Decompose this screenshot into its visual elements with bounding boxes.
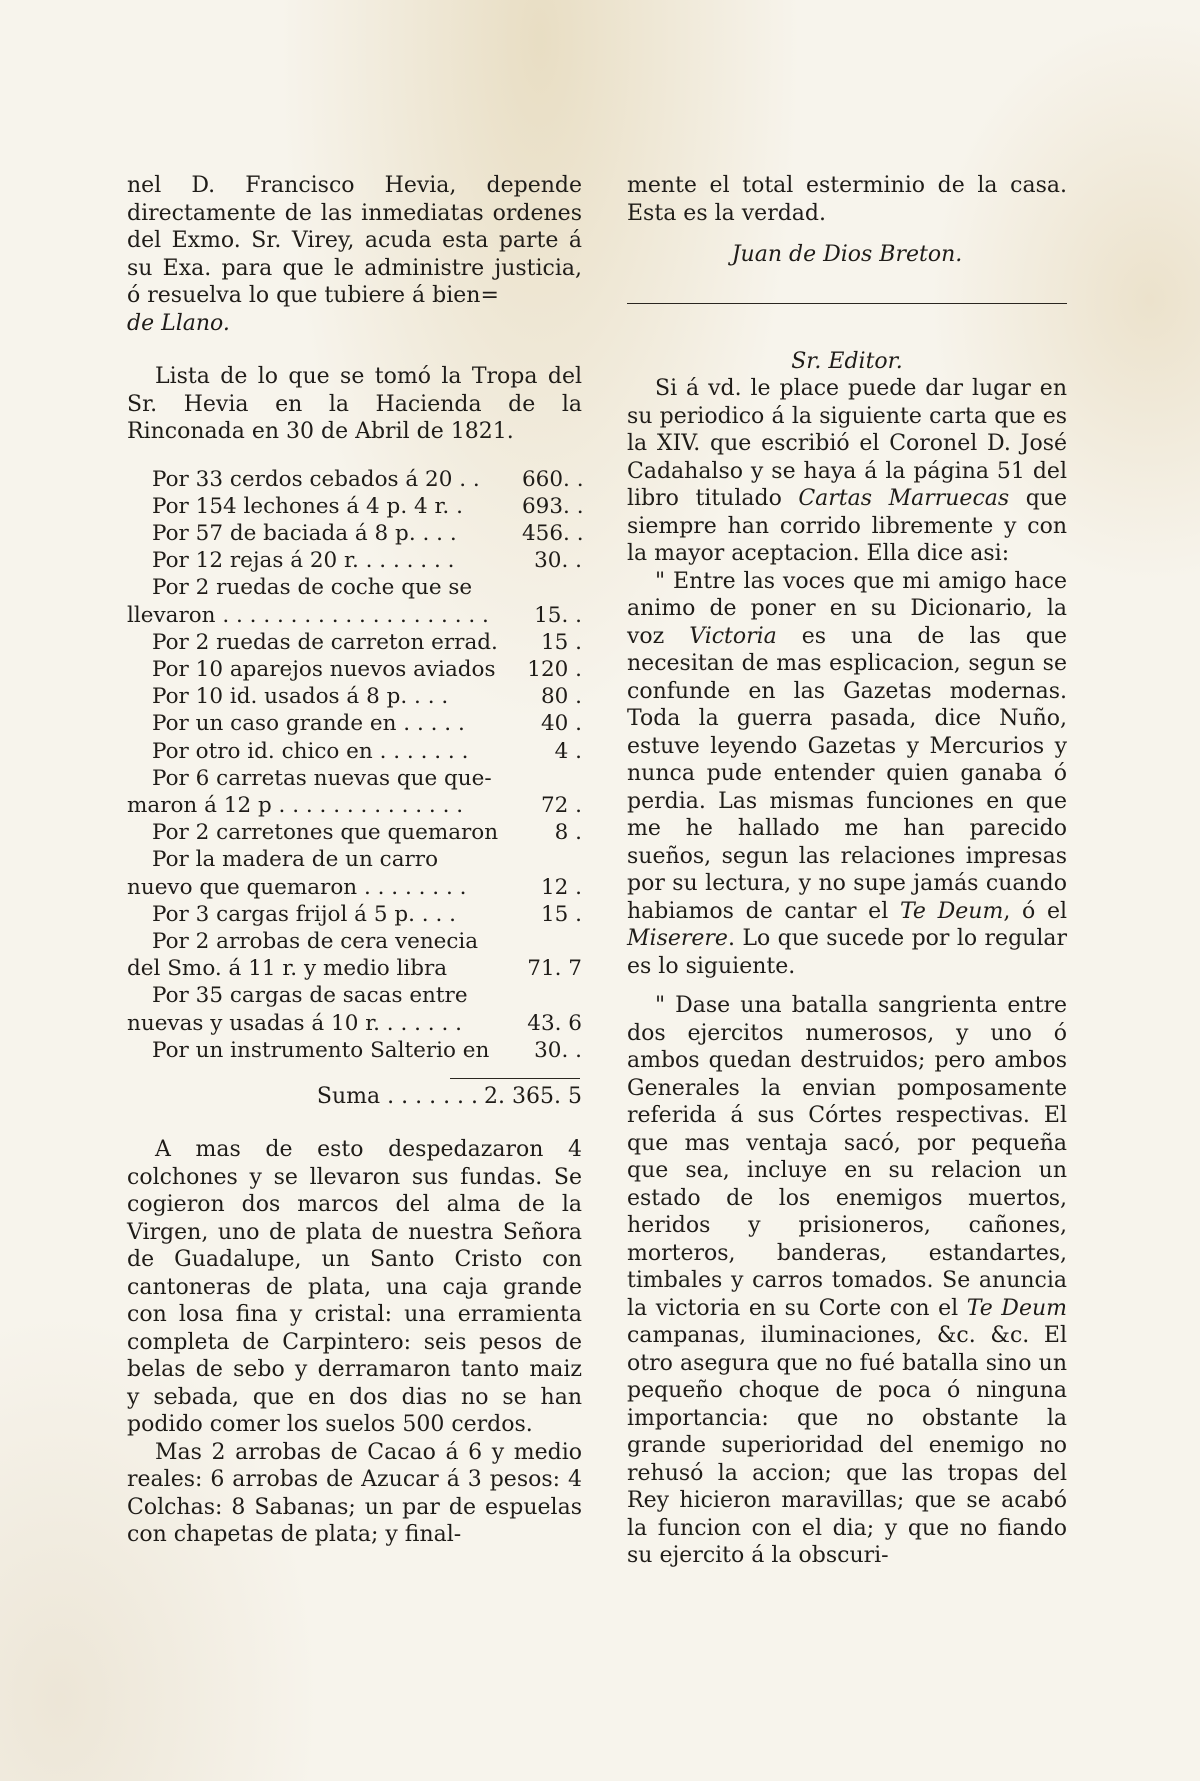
- victoria-word: Victoria: [689, 623, 777, 649]
- p2-text-a: Si á vd. le place puede dar lugar en su periodico á la siguiente carta que es la XIV. que escribió el Coronel D. José Cadahalso y se haya á la página 51 del libro titulado: [627, 376, 1067, 511]
- item-description: Por 12 rejas á 20 r. . . . . . . .: [152, 548, 455, 574]
- item-value: 4 .: [554, 738, 582, 764]
- p4-text-a: " Dase una batalla sangrienta entre dos ejercitos numerosos, y uno ó ambos quedan destruidos; pero ambos Generales la envian pomposamente referida á sus Córtes respectivas. El que mas ventaja sacó, por pequeña que sea, incluye en su relacion un estado de los enemigos muertos, heridos y prisioneros, cañones, morteros, banderas, estandartes, timbales y carros tomados. Se anuncia la victoria en su Corte con el: [627, 993, 1067, 1321]
- te-deum-word: Te Deum: [899, 898, 1004, 924]
- table-row: [127, 656, 582, 683]
- item-description: Por 2 carretones que quemaron: [152, 820, 499, 846]
- p2-text-b: que siempre han corrido libremente y con la mayor aceptacion. Ella dice asi:: [627, 486, 1067, 566]
- item-value: 456. .: [522, 520, 584, 546]
- table-row: [127, 493, 582, 520]
- items-table: [127, 466, 582, 1064]
- item-value: 30. .: [534, 1037, 582, 1063]
- item-description: Por 2 ruedas de carreton errad.: [152, 629, 498, 655]
- item-description: Por un instrumento Salterio en: [152, 1037, 490, 1063]
- item-value: 693. .: [522, 493, 584, 519]
- right-paragraph-4: [627, 992, 1067, 1570]
- item-value: 43. 6: [527, 1010, 582, 1036]
- item-description: Por 10 aparejos nuevos aviados: [152, 656, 496, 682]
- item-value: 15 .: [540, 629, 582, 655]
- te-deum-word-2: Te Deum: [966, 1295, 1067, 1321]
- p3-text-d: . Lo que sucede por lo regular es lo siguiente.: [627, 926, 1067, 979]
- item-value: [522, 574, 582, 601]
- right-paragraph-3: [627, 568, 1067, 981]
- item-value: [522, 846, 582, 873]
- item-description: Por un caso grande en . . . . .: [152, 711, 465, 737]
- section-rule: [627, 303, 1067, 304]
- table-row: [127, 955, 582, 982]
- item-value: 15. .: [534, 602, 582, 628]
- llano-signature: de Llano.: [127, 310, 230, 336]
- suma-rule: [450, 1078, 580, 1079]
- right-paragraph-2: [627, 375, 1067, 568]
- item-value: [522, 982, 582, 1009]
- item-description: Por 33 cerdos cebados á 20 . .: [152, 466, 480, 492]
- table-row: [127, 547, 582, 574]
- left-column: [127, 172, 582, 1549]
- p3-text-a: " Entre las voces que mi amigo hace animo de poner en su Dicionario, la voz: [627, 568, 1067, 649]
- table-row: [127, 819, 582, 846]
- item-value: 15 .: [540, 901, 582, 927]
- item-value: 71. 7: [527, 956, 582, 982]
- p3-text-b: es una de las que necesitan de mas esplicacion, segun se confunde en las Gazetas modernas. Toda la guerra pasada, dice Nuño, estuve leyendo Gazetas y Mercurios y nunca pude entender quien ganaba ó perdia. Las mismas funciones en que me he hallado me han parecido sueños, segun las relaciones impresas por su lectura, y no supe jamás cuando habiamos de cantar el: [627, 623, 1067, 924]
- p3-text-c: , ó el: [1003, 898, 1067, 924]
- item-description: Por 10 id. usados á 8 p. . . .: [152, 684, 449, 710]
- item-description: Por 2 arrobas de cera venecia: [152, 928, 479, 954]
- item-description: nuevo que quemaron . . . . . . . .: [127, 874, 467, 900]
- item-value: [522, 765, 582, 792]
- suma-row: [127, 1083, 582, 1111]
- table-row: [127, 928, 582, 955]
- item-description: maron á 12 p . . . . . . . . . . . . . .: [127, 792, 464, 818]
- right-paragraph-1: mente el total esterminio de la casa. Esta es la verdad.: [627, 173, 1067, 226]
- p4-text-b: campanas, iluminaciones, &c. &c. El otro asegura que no fué batalla sino un pequeño choque de poca ó ninguna importancia: que no obstante la grande superioridad del enemigo no rehusó la accion; que las tropas del Rey hicieron maravillas; que se acabó la funcion con el dia; y que no fiando su ejercito á la obscuri-: [627, 1323, 1067, 1568]
- table-row: [127, 710, 582, 737]
- miserere-word: Miserere: [627, 926, 728, 951]
- item-value: 12 .: [540, 874, 582, 900]
- item-description: Por 57 de baciada á 8 p. . . .: [152, 520, 457, 546]
- item-value: 72 .: [540, 792, 582, 818]
- table-row: [127, 792, 582, 819]
- item-description: Por 35 cargas de sacas entre: [152, 983, 468, 1009]
- left-paragraph-1-text: nel D. Francisco Hevia, depende directamente de las inmediatas ordenes del Exmo. Sr. Virey, acuda esta parte á su Exa. para que le administre justicia, ó resuelva lo que tubiere á bien=: [127, 173, 582, 308]
- item-description: nuevas y usadas á 10 r. . . . . . .: [127, 1010, 462, 1036]
- item-description: Por 2 ruedas de coche que se: [152, 575, 473, 601]
- item-description: Por 6 carretas nuevas que que-: [152, 765, 492, 791]
- table-row: [127, 874, 582, 901]
- left-paragraph-1: [127, 172, 582, 337]
- table-row: [127, 574, 582, 601]
- item-value: 40 .: [540, 711, 582, 737]
- cartas-marruecas-title: Cartas Marruecas: [798, 486, 1010, 511]
- table-row: [127, 982, 582, 1009]
- table-row: [127, 1010, 582, 1037]
- item-description: llevaron . . . . . . . . . . . . . . . . . . . .: [127, 602, 489, 628]
- table-row: [127, 520, 582, 547]
- left-paragraph-3: Mas 2 arrobas de Cacao á 6 y medio reales: 6 arrobas de Azucar á 3 pesos: 4 Colchas: 8 Sabanas; un par de espuelas con chapetas de plata; y final-: [127, 1439, 582, 1548]
- editor-heading: Sr. Editor.: [791, 348, 903, 374]
- table-row: [127, 901, 582, 928]
- item-value: [522, 928, 582, 955]
- table-row: [127, 765, 582, 792]
- item-description: Por otro id. chico en . . . . . . .: [152, 738, 469, 764]
- table-row: [127, 738, 582, 765]
- item-value: 30. .: [534, 548, 582, 574]
- item-value: 660. .: [522, 466, 584, 492]
- table-row: [127, 629, 582, 656]
- item-value: 8 .: [554, 820, 582, 846]
- table-row: [127, 466, 582, 493]
- item-description: Por 3 cargas frijol á 5 p. . . .: [152, 901, 456, 927]
- breton-signature: Juan de Dios Breton.: [731, 242, 963, 267]
- list-heading: Lista de lo que se tomó la Tropa del Sr. Hevia en la Hacienda de la Rinconada en 30 de Abril de 1821.: [127, 364, 582, 444]
- table-row: [127, 846, 582, 873]
- suma-value: 2. 365. 5: [484, 1083, 582, 1109]
- table-row: [127, 683, 582, 710]
- item-description: del Smo. á 11 r. y medio libra: [127, 956, 448, 982]
- suma-label: Suma . . . . . . .: [316, 1083, 479, 1109]
- item-description: Por la madera de un carro: [152, 847, 439, 873]
- item-description: Por 154 lechones á 4 p. 4 r. .: [152, 493, 463, 519]
- right-column: [627, 172, 1067, 1570]
- table-row: [127, 602, 582, 629]
- left-paragraph-2: A mas de esto despedazaron 4 colchones y se llevaron sus fundas. Se cogieron dos marcos del alma de la Virgen, uno de plata de nuestra Señora de Guadalupe, un Santo Cristo con cantoneras de plata, una caja grande con losa fina y cristal: una erramienta completa de Carpintero: seis pesos de belas de sebo y derramaron tanto maiz y sebada, que en dos dias no se han podido comer los suelos 500 cerdos.: [127, 1137, 582, 1438]
- table-row: [127, 1037, 582, 1064]
- item-value: 120 .: [527, 656, 582, 682]
- item-value: 80 .: [540, 684, 582, 710]
